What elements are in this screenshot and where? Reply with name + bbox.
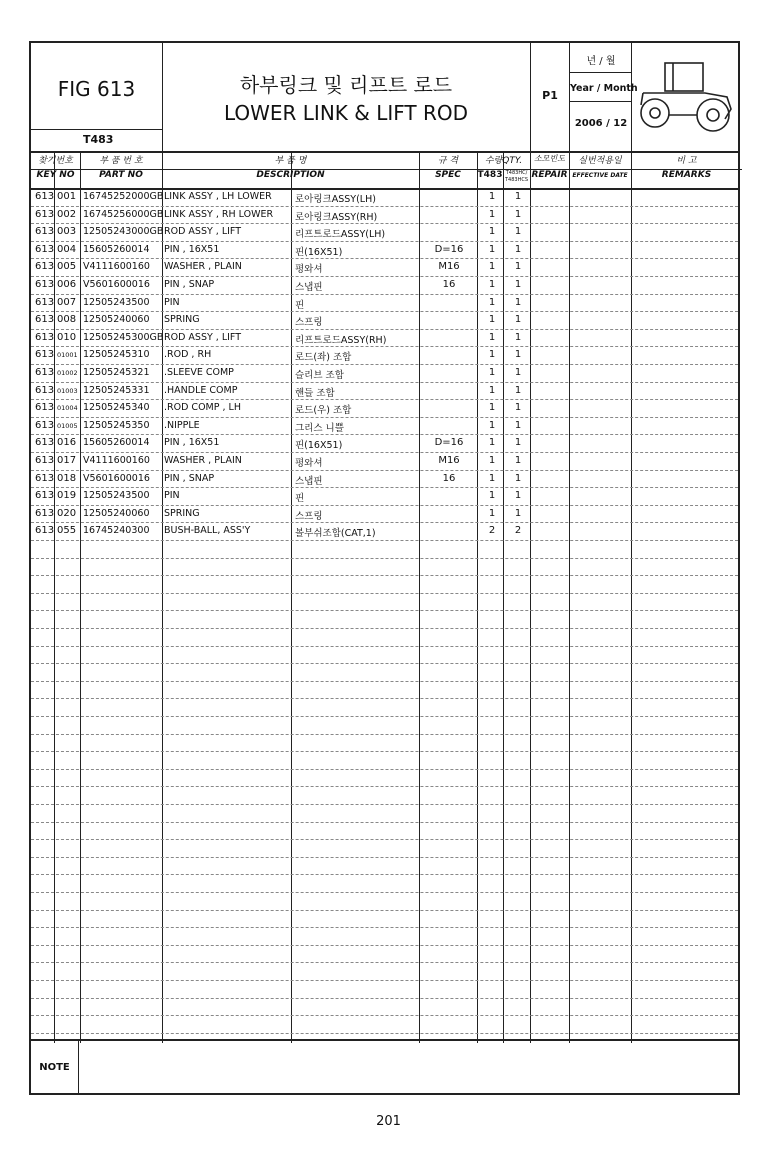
cell-q1: 1 <box>488 331 496 343</box>
cell-fig: 613 <box>35 419 55 431</box>
empty-row <box>31 716 738 735</box>
cell-desc-ko: 로드(좌) 조합 <box>295 352 352 364</box>
empty-row <box>31 874 738 893</box>
cell-desc-ko: 슬리브 조합 <box>295 370 344 381</box>
empty-row <box>31 610 738 629</box>
cell-spec: M16 <box>438 261 460 273</box>
cell-desc-ko: 로아링크ASSY(LH) <box>295 194 376 205</box>
col-key-no: KEY NO <box>36 170 75 180</box>
cell-desc: ROD ASSY , LIFT <box>164 226 242 238</box>
cell-key: 016 <box>57 437 77 449</box>
figure-number: FIG 613 <box>57 77 136 101</box>
table-row <box>31 241 738 260</box>
empty-row <box>31 822 738 841</box>
table-row <box>31 206 738 225</box>
col-remarks: REMARKS <box>661 170 712 180</box>
cell-key: 008 <box>57 314 77 326</box>
model-name: T483 <box>83 133 114 146</box>
cell-key: 005 <box>57 261 77 273</box>
table-row <box>31 399 738 418</box>
note-box <box>29 1041 740 1095</box>
col-part-no: PART NO <box>99 170 143 180</box>
cell-desc: .ROD , RH <box>164 349 212 361</box>
cell-part: 12505245331 <box>83 384 150 396</box>
cell-q1: 1 <box>488 402 496 414</box>
cell-fig: 613 <box>35 402 55 414</box>
cell-q2: 1 <box>514 455 522 466</box>
col-description-ko: 부 품 명 <box>274 156 307 166</box>
cell-desc: .NIPPLE <box>164 419 200 431</box>
cell-part: V5601600016 <box>83 472 150 484</box>
cell-part: V5601600016 <box>83 279 150 290</box>
empty-row <box>31 839 738 858</box>
table-row <box>31 417 738 436</box>
year-month-label: Year / Month <box>570 83 638 94</box>
empty-row <box>31 892 738 911</box>
cell-q1: 1 <box>488 490 496 502</box>
col-part-no-ko: 부 품 번 호 <box>99 156 143 166</box>
cell-part: 15605260014 <box>83 437 150 449</box>
cell-desc-ko: 리프트로드ASSY(RH) <box>295 334 387 346</box>
col-description: DESCRIPTION <box>256 170 325 180</box>
empty-row <box>31 734 738 753</box>
cell-fig: 613 <box>35 384 55 396</box>
cell-key: 003 <box>57 226 77 238</box>
empty-row <box>31 945 738 964</box>
cell-key: 01005 <box>57 421 78 430</box>
col-key-no-ko: 찾기번호 <box>38 156 73 166</box>
cell-q2: 1 <box>514 226 522 238</box>
empty-row <box>31 698 738 717</box>
col-qty: 수량QTY. <box>484 156 523 166</box>
cell-key: 007 <box>57 296 77 308</box>
table-row <box>31 505 738 524</box>
page-code: P1 <box>542 89 558 102</box>
cell-desc-ko: 로드(우) 조합 <box>295 405 352 417</box>
cell-desc-ko: 스프링 <box>295 510 323 522</box>
cell-fig: 613 <box>35 208 55 220</box>
cell-key: 017 <box>57 455 77 466</box>
col-qty-sub: T483HC/ T483HCS <box>504 170 529 183</box>
cell-desc-ko: 스냅핀 <box>295 475 323 487</box>
cell-fig: 613 <box>35 331 55 343</box>
issue-date: 2006 / 12 <box>574 118 628 129</box>
cell-part: 12505245350 <box>83 419 150 431</box>
table-row <box>31 329 738 348</box>
cell-key: 01002 <box>57 369 78 377</box>
cell-q1: 1 <box>488 191 496 202</box>
cell-q1: 1 <box>488 208 496 220</box>
cell-desc: .ROD COMP , LH <box>164 402 241 414</box>
cell-part: 12505245321 <box>83 367 150 378</box>
table-row <box>31 452 738 471</box>
cell-desc: SPRING <box>164 507 200 519</box>
cell-desc: PIN , SNAP <box>164 279 215 290</box>
cell-fig: 613 <box>35 226 55 238</box>
cell-part: 16745256000GB <box>83 208 164 220</box>
cell-fig: 613 <box>35 490 55 502</box>
cell-part: 12505240060 <box>83 507 150 519</box>
cell-desc: PIN <box>164 490 180 502</box>
table-row <box>31 364 738 383</box>
table-row <box>31 223 738 242</box>
empty-row <box>31 628 738 647</box>
cell-q1: 1 <box>488 314 496 326</box>
empty-row <box>31 575 738 594</box>
cell-q2: 1 <box>514 384 522 396</box>
cell-q1: 1 <box>488 437 496 449</box>
empty-row <box>31 663 738 682</box>
table-row <box>31 276 738 295</box>
cell-q1: 1 <box>488 226 496 238</box>
cell-q1: 1 <box>488 472 496 484</box>
empty-row <box>31 558 738 577</box>
cell-fig: 613 <box>35 455 55 466</box>
cell-q2: 1 <box>514 507 522 519</box>
cell-q2: 1 <box>514 261 522 273</box>
cell-desc-ko: 핀(16X51) <box>295 440 343 452</box>
cell-spec: 16 <box>442 472 456 484</box>
title-korean: 하부링크 및 리프트 로드 <box>239 73 453 97</box>
empty-row <box>31 646 738 665</box>
col-repair-ko: 소모빈도 <box>534 154 565 163</box>
col-qty-t483: T483 <box>477 170 503 180</box>
empty-row <box>31 962 738 981</box>
cell-q1: 1 <box>488 349 496 361</box>
empty-row <box>31 804 738 823</box>
cell-spec: D=16 <box>434 243 464 255</box>
cell-fig: 613 <box>35 367 55 378</box>
cell-q2: 1 <box>514 367 522 378</box>
cell-q1: 1 <box>488 384 496 396</box>
cell-part: 12505245310 <box>83 349 150 361</box>
column-headers <box>31 151 738 190</box>
col-spec-ko: 규 격 <box>437 156 459 166</box>
cell-desc-ko: 핀(16X51) <box>295 246 343 258</box>
cell-part: 12505243000GB <box>83 226 164 238</box>
cell-desc-ko: 그리스 니쁠 <box>295 422 344 434</box>
cell-q2: 1 <box>514 419 522 431</box>
cell-key: 018 <box>57 472 77 484</box>
cell-desc: LINK ASSY , LH LOWER <box>164 191 272 202</box>
table-row <box>31 346 738 365</box>
cell-desc: .SLEEVE COMP <box>164 367 234 378</box>
cell-q1: 1 <box>488 367 496 378</box>
cell-key: 001 <box>57 191 77 202</box>
cell-part: V4111600160 <box>83 261 150 273</box>
cell-key: 019 <box>57 490 77 502</box>
cell-q2: 1 <box>514 314 522 326</box>
cell-desc: WASHER , PLAIN <box>164 455 242 466</box>
parts-table <box>31 188 738 1043</box>
cell-desc-ko: 스프링 <box>295 317 323 329</box>
note-label: NOTE <box>31 1041 79 1093</box>
cell-q2: 2 <box>514 525 522 537</box>
empty-row <box>31 540 738 559</box>
title-english: LOWER LINK & LIFT ROD <box>223 101 469 125</box>
cell-key: 055 <box>57 525 77 537</box>
cell-q2: 1 <box>514 331 522 343</box>
cell-key: 01004 <box>57 404 78 413</box>
table-row <box>31 522 738 541</box>
cell-desc: PIN , 16X51 <box>164 243 220 255</box>
empty-row <box>31 593 738 612</box>
table-row <box>31 294 738 313</box>
empty-row <box>31 751 738 770</box>
cell-q2: 1 <box>514 437 522 449</box>
cell-fig: 613 <box>35 437 55 449</box>
year-month-label-korean: 년 / 월 <box>586 56 616 67</box>
cell-q2: 1 <box>514 296 522 308</box>
cell-spec: D=16 <box>434 437 464 449</box>
cell-desc: SPRING <box>164 314 200 326</box>
cell-desc-ko: 핀 <box>295 299 305 311</box>
cell-q1: 1 <box>488 279 496 290</box>
empty-row <box>31 857 738 876</box>
cell-desc: ROD ASSY , LIFT <box>164 331 242 343</box>
table-row <box>31 188 738 207</box>
empty-row <box>31 681 738 700</box>
cell-part: V4111600160 <box>83 455 150 466</box>
empty-row <box>31 769 738 788</box>
cell-spec: M16 <box>438 455 460 466</box>
cell-key: 002 <box>57 208 77 220</box>
cell-q2: 1 <box>514 349 522 361</box>
cell-part: 16745240300 <box>83 525 150 537</box>
cell-q2: 1 <box>514 243 522 255</box>
cell-fig: 613 <box>35 191 55 202</box>
table-row <box>31 470 738 489</box>
page-number: 201 <box>376 1114 401 1129</box>
empty-row <box>31 927 738 946</box>
cell-desc-ko: 로아링크ASSY(RH) <box>295 211 378 223</box>
tractor-illustration <box>635 59 737 135</box>
cell-desc: PIN , SNAP <box>164 472 215 484</box>
cell-key: 01003 <box>57 386 78 395</box>
cell-q2: 1 <box>514 279 522 290</box>
sheet-header <box>31 43 738 153</box>
col-repair: REPAIR <box>531 170 568 180</box>
cell-desc: BUSH-BALL, ASS'Y <box>164 525 251 537</box>
cell-q2: 1 <box>514 402 522 414</box>
cell-desc-ko: 평와셔 <box>295 264 323 276</box>
col-effective-date: EFFECTIVE DATE <box>572 172 628 179</box>
cell-part: 12505243500 <box>83 490 150 502</box>
table-row <box>31 434 738 453</box>
empty-row <box>31 910 738 929</box>
cell-fig: 613 <box>35 314 55 326</box>
table-row <box>31 487 738 506</box>
cell-part: 12505243500 <box>83 296 150 308</box>
cell-q1: 2 <box>488 525 496 537</box>
cell-fig: 613 <box>35 472 55 484</box>
cell-q1: 1 <box>488 507 496 519</box>
cell-fig: 613 <box>35 243 55 255</box>
cell-part: 12505240060 <box>83 314 150 326</box>
cell-q1: 1 <box>488 261 496 273</box>
empty-row <box>31 998 738 1017</box>
cell-desc-ko: 볼부쉬조합(CAT,1) <box>295 528 376 540</box>
cell-q1: 1 <box>488 455 496 466</box>
cell-fig: 613 <box>35 261 55 273</box>
cell-key: 006 <box>57 279 77 290</box>
cell-q2: 1 <box>514 191 522 202</box>
cell-desc-ko: 리프트로드ASSY(LH) <box>295 229 386 241</box>
cell-fig: 613 <box>35 525 55 537</box>
cell-part: 12505245340 <box>83 402 150 414</box>
cell-desc: PIN <box>164 296 180 308</box>
cell-q1: 1 <box>488 243 496 255</box>
col-remarks-ko: 비 고 <box>676 156 697 166</box>
cell-desc-ko: 평와셔 <box>295 458 323 469</box>
cell-key: 010 <box>57 331 77 343</box>
cell-q2: 1 <box>514 490 522 502</box>
table-row <box>31 258 738 277</box>
cell-fig: 613 <box>35 349 55 361</box>
empty-row <box>31 1015 738 1034</box>
cell-fig: 613 <box>35 507 55 519</box>
empty-row <box>31 980 738 999</box>
cell-key: 01001 <box>57 351 78 360</box>
cell-key: 020 <box>57 507 77 519</box>
empty-row <box>31 786 738 805</box>
table-row <box>31 311 738 330</box>
cell-desc-ko: 핀 <box>295 493 305 505</box>
cell-q1: 1 <box>488 296 496 308</box>
cell-q1: 1 <box>488 419 496 431</box>
cell-part: 12505245300GB <box>83 331 164 343</box>
cell-desc: LINK ASSY , RH LOWER <box>164 208 274 220</box>
parts-sheet <box>29 41 740 1041</box>
cell-fig: 613 <box>35 296 55 308</box>
cell-desc: WASHER , PLAIN <box>164 261 242 273</box>
cell-part: 15605260014 <box>83 243 150 255</box>
cell-desc-ko: 핸들 조합 <box>295 387 335 399</box>
cell-part: 16745252000GB <box>83 191 164 202</box>
cell-q2: 1 <box>514 208 522 220</box>
cell-spec: 16 <box>442 279 456 290</box>
cell-desc: PIN , 16X51 <box>164 437 220 449</box>
col-spec: SPEC <box>435 170 461 180</box>
cell-desc-ko: 스냅핀 <box>295 282 323 293</box>
cell-key: 004 <box>57 243 77 255</box>
col-effective-date-ko: 실번적용일 <box>578 156 622 166</box>
cell-desc: .HANDLE COMP <box>164 384 238 396</box>
table-row <box>31 382 738 401</box>
cell-fig: 613 <box>35 279 55 290</box>
cell-q2: 1 <box>514 472 522 484</box>
